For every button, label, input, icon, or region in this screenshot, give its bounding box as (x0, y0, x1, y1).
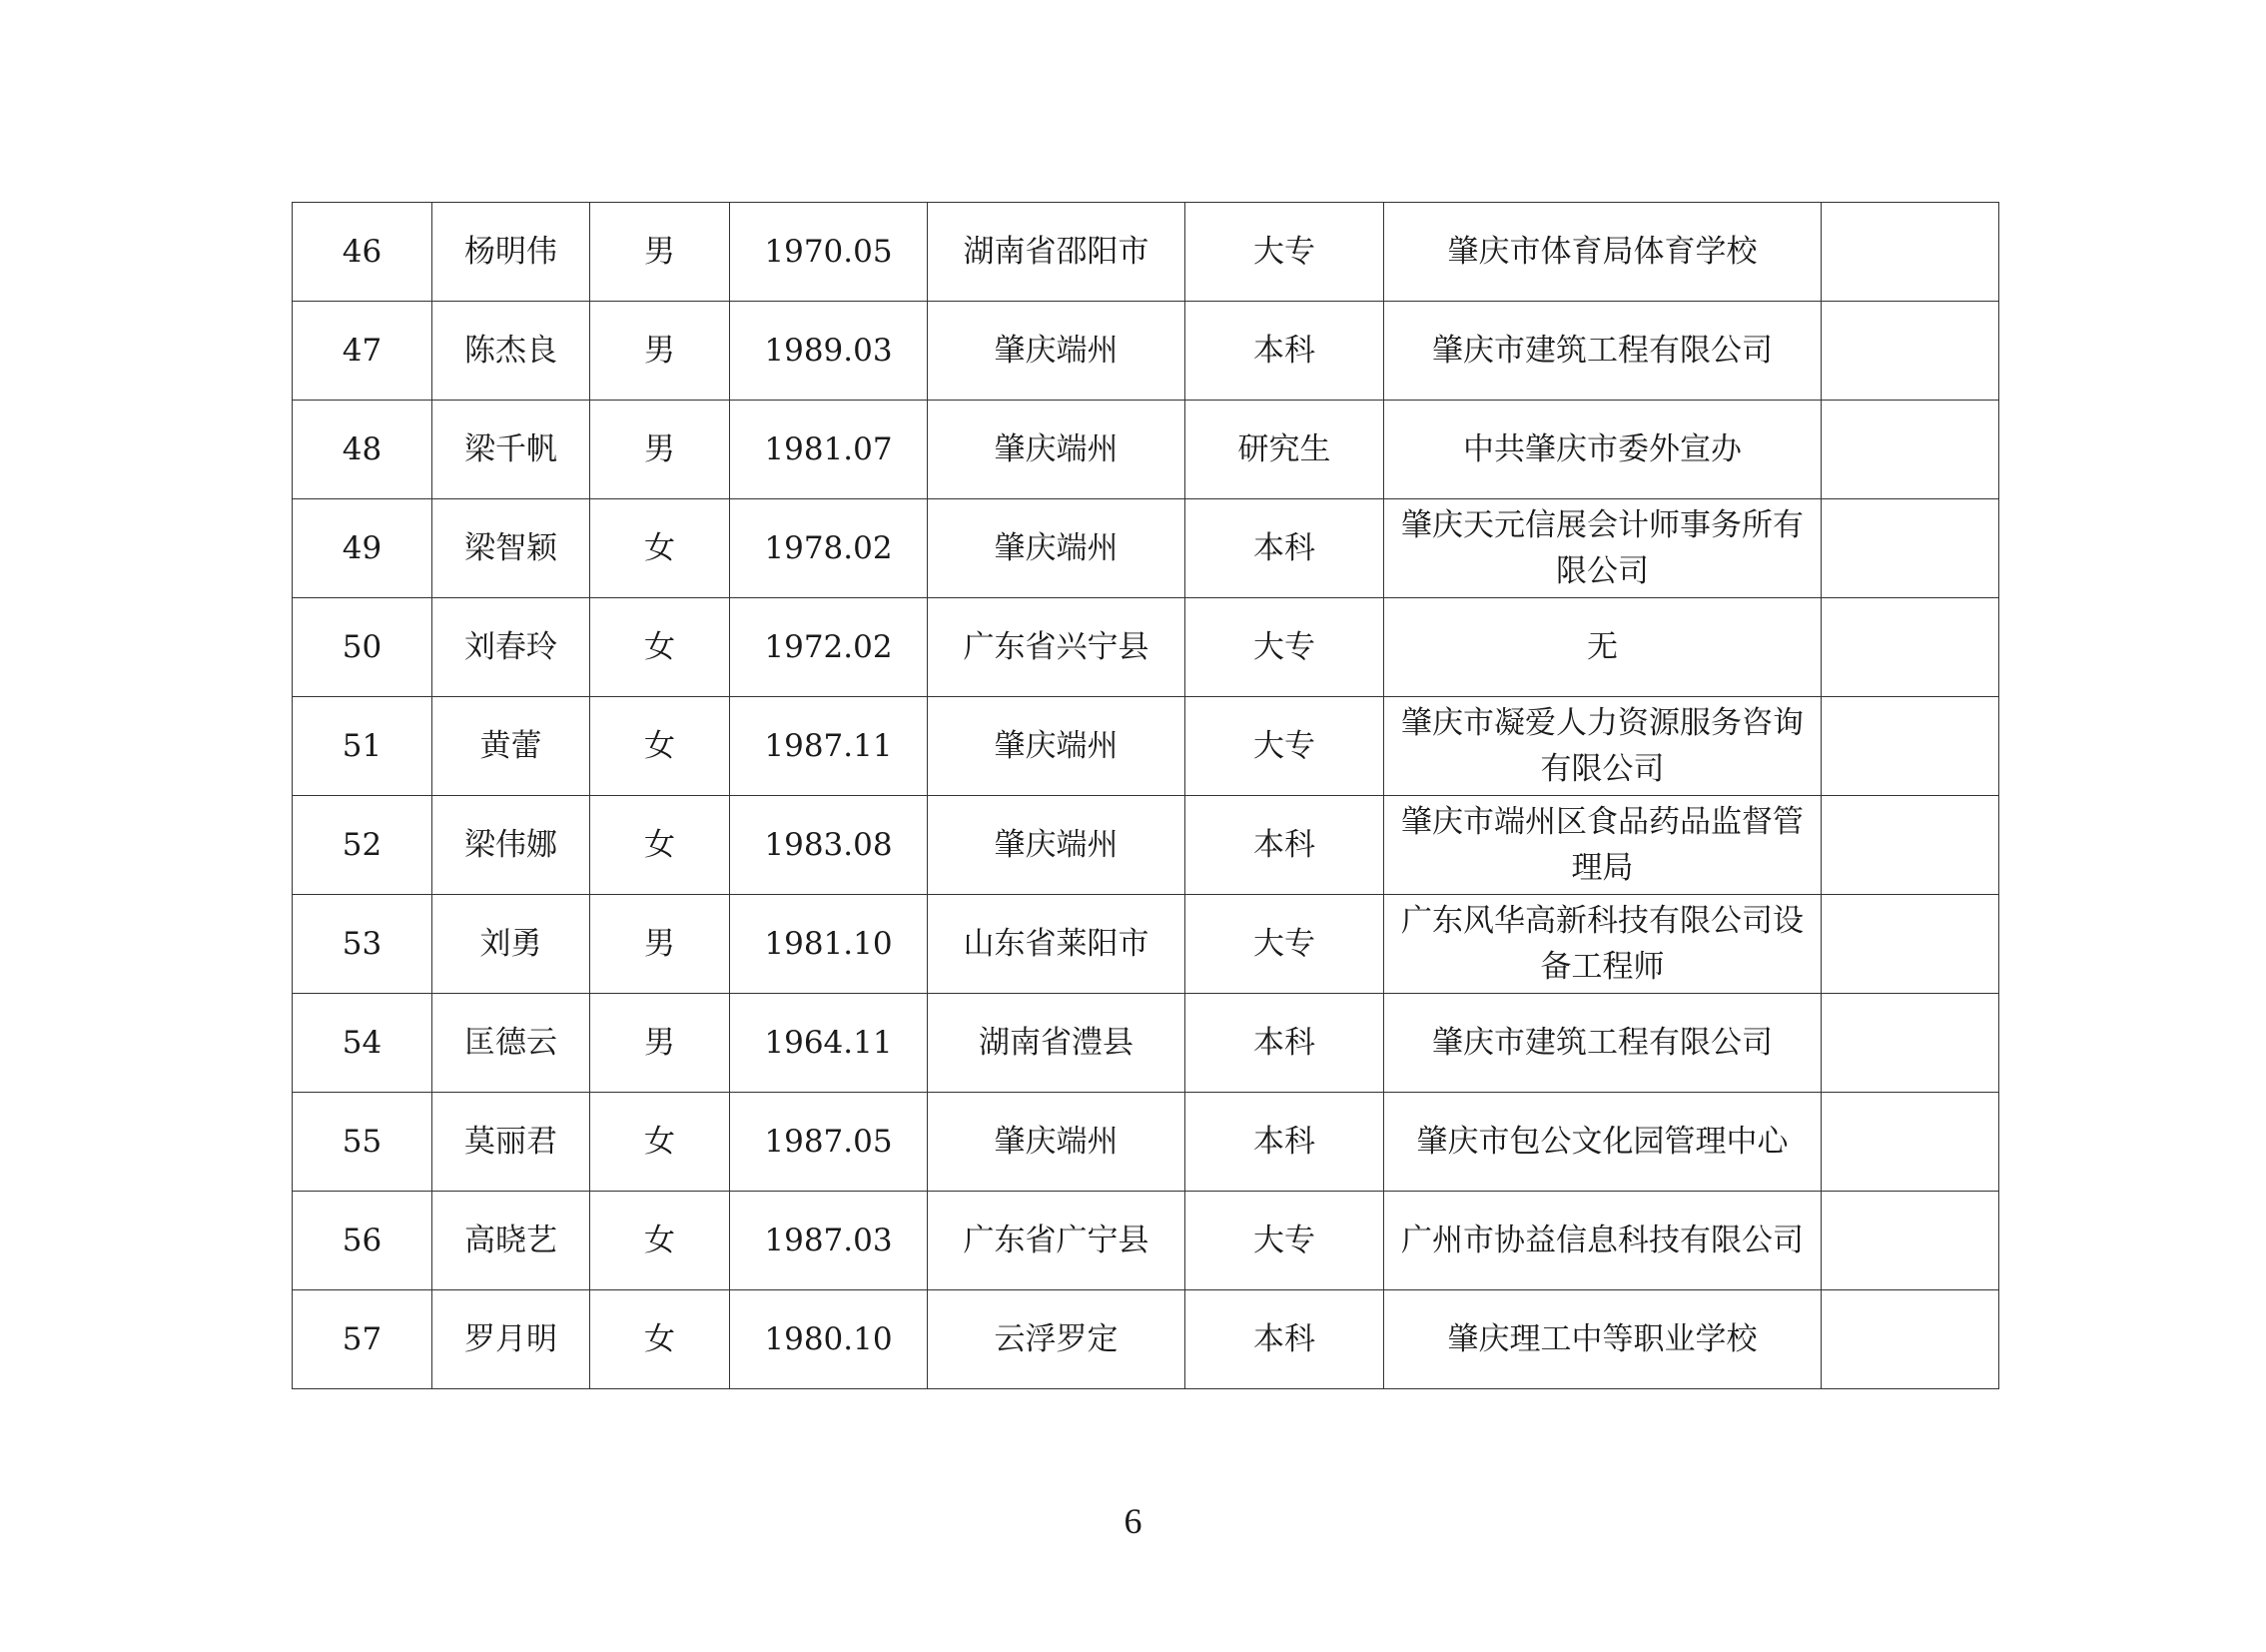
education-cell: 研究生 (1185, 401, 1384, 499)
work-unit-cell: 肇庆市凝爱人力资源服务咨询有限公司 (1384, 697, 1822, 796)
gender-cell: 男 (590, 203, 730, 302)
name-cell: 刘春玲 (432, 598, 590, 697)
row-number-cell: 57 (293, 1290, 432, 1389)
work-unit-cell: 肇庆市包公文化园管理中心 (1384, 1093, 1822, 1192)
education-cell: 大专 (1185, 598, 1384, 697)
table-row (293, 499, 1999, 598)
roster-table-body (293, 203, 1999, 1389)
gender-cell: 女 (590, 1290, 730, 1389)
table-row (293, 1192, 1999, 1290)
row-number-cell: 55 (293, 1093, 432, 1192)
roster-table (292, 202, 1999, 1389)
remark-cell (1822, 302, 1999, 401)
birth-date-cell: 1978.02 (730, 499, 928, 598)
work-unit-cell: 广州市协益信息科技有限公司 (1384, 1192, 1822, 1290)
table-row (293, 697, 1999, 796)
work-unit-cell: 广东风华高新科技有限公司设备工程师 (1384, 895, 1822, 994)
remark-cell (1822, 401, 1999, 499)
work-unit-cell: 肇庆市建筑工程有限公司 (1384, 994, 1822, 1093)
origin-cell: 肇庆端州 (928, 401, 1185, 499)
row-number-cell: 52 (293, 796, 432, 895)
table-row (293, 895, 1999, 994)
name-cell: 高晓艺 (432, 1192, 590, 1290)
name-cell: 罗月明 (432, 1290, 590, 1389)
gender-cell: 女 (590, 499, 730, 598)
work-unit-cell: 肇庆市建筑工程有限公司 (1384, 302, 1822, 401)
birth-date-cell: 1989.03 (730, 302, 928, 401)
gender-cell: 女 (590, 598, 730, 697)
name-cell: 梁智颖 (432, 499, 590, 598)
remark-cell (1822, 1093, 1999, 1192)
gender-cell: 男 (590, 994, 730, 1093)
row-number-cell: 53 (293, 895, 432, 994)
table-row (293, 203, 1999, 302)
gender-cell: 女 (590, 1093, 730, 1192)
work-unit-cell: 中共肇庆市委外宣办 (1384, 401, 1822, 499)
remark-cell (1822, 598, 1999, 697)
row-number-cell: 50 (293, 598, 432, 697)
name-cell: 杨明伟 (432, 203, 590, 302)
work-unit-cell: 肇庆市体育局体育学校 (1384, 203, 1822, 302)
education-cell: 本科 (1185, 1290, 1384, 1389)
birth-date-cell: 1972.02 (730, 598, 928, 697)
row-number-cell: 46 (293, 203, 432, 302)
birth-date-cell: 1987.11 (730, 697, 928, 796)
education-cell: 大专 (1185, 697, 1384, 796)
row-number-cell: 56 (293, 1192, 432, 1290)
remark-cell (1822, 895, 1999, 994)
table-row (293, 401, 1999, 499)
name-cell: 黄蕾 (432, 697, 590, 796)
birth-date-cell: 1987.03 (730, 1192, 928, 1290)
education-cell: 本科 (1185, 499, 1384, 598)
row-number-cell: 51 (293, 697, 432, 796)
name-cell: 梁伟娜 (432, 796, 590, 895)
table-row (293, 796, 1999, 895)
page-number: 6 (1124, 1501, 1142, 1541)
remark-cell (1822, 499, 1999, 598)
gender-cell: 男 (590, 401, 730, 499)
education-cell: 大专 (1185, 895, 1384, 994)
origin-cell: 山东省莱阳市 (928, 895, 1185, 994)
origin-cell: 肇庆端州 (928, 302, 1185, 401)
birth-date-cell: 1987.05 (730, 1093, 928, 1192)
table-row (293, 994, 1999, 1093)
origin-cell: 湖南省邵阳市 (928, 203, 1185, 302)
name-cell: 莫丽君 (432, 1093, 590, 1192)
birth-date-cell: 1981.10 (730, 895, 928, 994)
remark-cell (1822, 994, 1999, 1093)
row-number-cell: 47 (293, 302, 432, 401)
table-row (293, 302, 1999, 401)
birth-date-cell: 1970.05 (730, 203, 928, 302)
origin-cell: 肇庆端州 (928, 1093, 1185, 1192)
table-row (293, 1290, 1999, 1389)
gender-cell: 男 (590, 895, 730, 994)
birth-date-cell: 1981.07 (730, 401, 928, 499)
origin-cell: 湖南省澧县 (928, 994, 1185, 1093)
origin-cell: 肇庆端州 (928, 697, 1185, 796)
origin-cell: 广东省兴宁县 (928, 598, 1185, 697)
work-unit-cell: 肇庆天元信展会计师事务所有限公司 (1384, 499, 1822, 598)
origin-cell: 肇庆端州 (928, 499, 1185, 598)
work-unit-cell: 肇庆市端州区食品药品监督管理局 (1384, 796, 1822, 895)
education-cell: 本科 (1185, 796, 1384, 895)
origin-cell: 肇庆端州 (928, 796, 1185, 895)
table-row (293, 1093, 1999, 1192)
gender-cell: 女 (590, 1192, 730, 1290)
origin-cell: 云浮罗定 (928, 1290, 1185, 1389)
birth-date-cell: 1980.10 (730, 1290, 928, 1389)
row-number-cell: 48 (293, 401, 432, 499)
work-unit-cell: 肇庆理工中等职业学校 (1384, 1290, 1822, 1389)
education-cell: 本科 (1185, 302, 1384, 401)
name-cell: 匡德云 (432, 994, 590, 1093)
education-cell: 大专 (1185, 1192, 1384, 1290)
name-cell: 梁千帆 (432, 401, 590, 499)
gender-cell: 男 (590, 302, 730, 401)
birth-date-cell: 1983.08 (730, 796, 928, 895)
remark-cell (1822, 796, 1999, 895)
table-row (293, 598, 1999, 697)
remark-cell (1822, 1192, 1999, 1290)
education-cell: 本科 (1185, 994, 1384, 1093)
remark-cell (1822, 203, 1999, 302)
birth-date-cell: 1964.11 (730, 994, 928, 1093)
gender-cell: 女 (590, 697, 730, 796)
gender-cell: 女 (590, 796, 730, 895)
row-number-cell: 49 (293, 499, 432, 598)
name-cell: 刘勇 (432, 895, 590, 994)
row-number-cell: 54 (293, 994, 432, 1093)
name-cell: 陈杰良 (432, 302, 590, 401)
remark-cell (1822, 697, 1999, 796)
origin-cell: 广东省广宁县 (928, 1192, 1185, 1290)
work-unit-cell: 无 (1384, 598, 1822, 697)
education-cell: 大专 (1185, 203, 1384, 302)
education-cell: 本科 (1185, 1093, 1384, 1192)
remark-cell (1822, 1290, 1999, 1389)
